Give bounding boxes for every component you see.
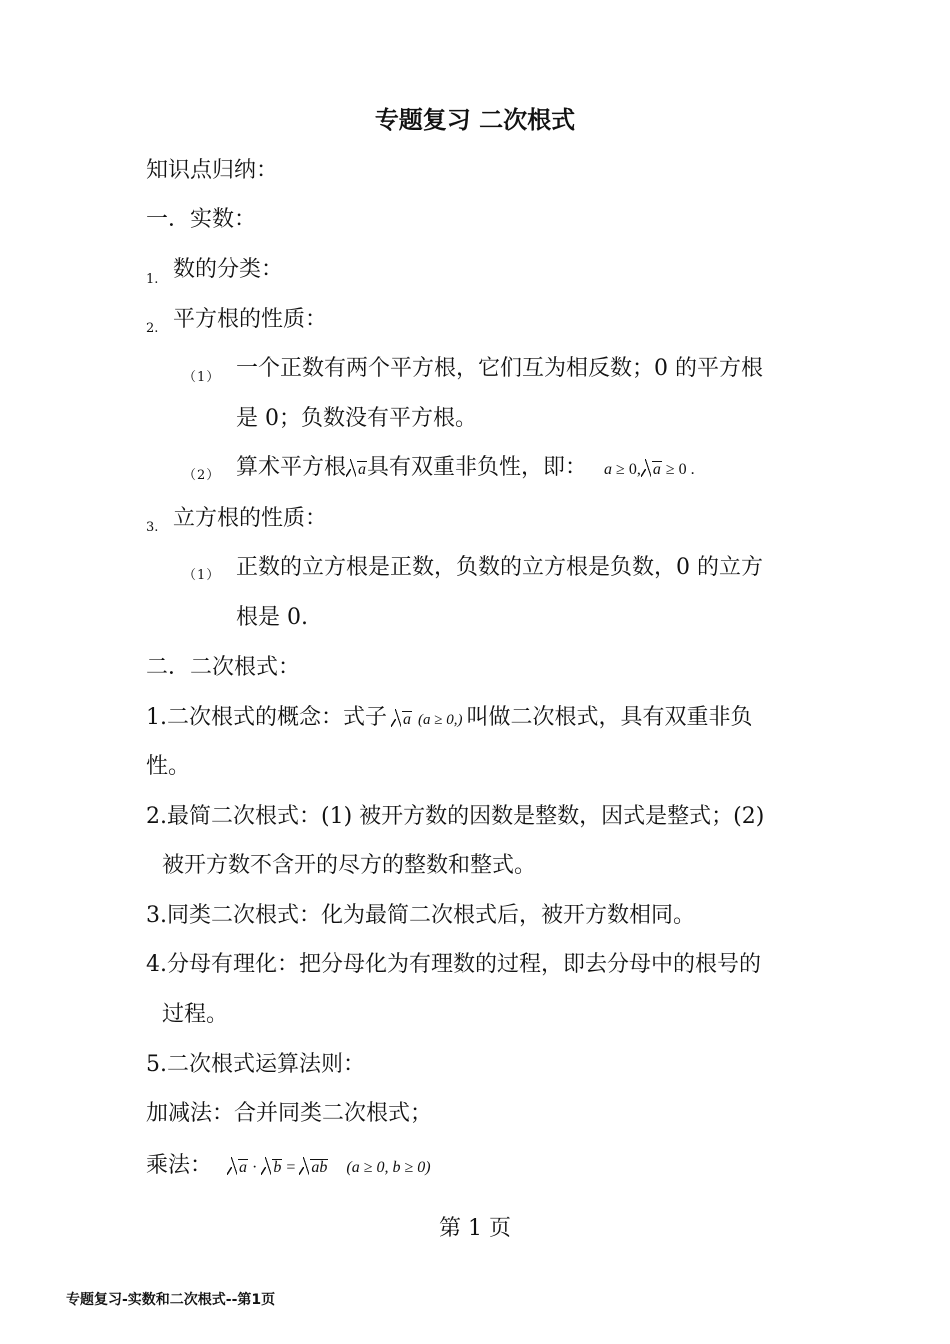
page-title: 专题复习 二次根式 [374, 106, 576, 134]
summary-heading: 知识点归纳： [146, 158, 279, 183]
sub-item-number: （1） [183, 370, 221, 385]
nonneg-formula [604, 461, 695, 478]
radicand: a [403, 711, 411, 728]
paragraph-line: 是 0；负数没有平方根。 [236, 406, 477, 431]
paragraph-line: 4.分母有理化：把分母化为有理数的过程，即去分母中的根号的 [146, 952, 761, 977]
section-1-heading: 一．实数： [146, 207, 257, 232]
text-fragment: 1.二次根式的概念：式子 [146, 705, 387, 730]
math-op: ≥ 0 . [661, 461, 695, 478]
radicand: a [239, 1159, 248, 1176]
item-text: 立方根的性质： [173, 506, 328, 531]
paragraph-line [236, 453, 695, 485]
condition: (a ≥ 0, b ≥ 0) [346, 1159, 431, 1176]
paragraph-line: 5.二次根式运算法则： [146, 1052, 365, 1077]
section-2-heading: 二．二次根式： [146, 655, 301, 680]
text-fragment: 叫做二次根式，具有双重非负 [466, 705, 753, 730]
text-fragment: 算术平方根 [236, 455, 347, 480]
radicand: ab [311, 1159, 328, 1176]
paragraph-line: 正数的立方根是正数，负数的立方根是负数，0 的立方 [236, 555, 763, 580]
radical-sign [346, 461, 367, 478]
sub-item-number: （2） [183, 468, 221, 483]
math-op: · [248, 1159, 262, 1176]
paragraph-line: 被开方数不含开的尽方的整数和整式。 [162, 853, 537, 878]
paragraph-line: 性。 [146, 754, 191, 779]
radical-sign [299, 1159, 328, 1176]
radicand: a [652, 461, 661, 478]
paragraph-line: 过程。 [162, 1002, 229, 1027]
text-fragment: 具有双重非负性，即： [367, 455, 588, 480]
paragraph-line [146, 1151, 431, 1183]
text-fragment: 乘法： [146, 1153, 213, 1178]
paragraph-line [146, 703, 753, 735]
item-text: 平方根的性质： [173, 307, 328, 332]
item-text: 数的分类： [173, 257, 284, 282]
math-op: = [282, 1159, 300, 1176]
item-number: 3. [146, 520, 159, 535]
sub-item-number: （1） [183, 568, 221, 583]
paragraph-line: 3.同类二次根式：化为最简二次根式后，被开方数相同。 [146, 903, 695, 928]
math-var: a [604, 461, 613, 478]
footer-label: 专题复习-实数和二次根式--第1页 [66, 1292, 276, 1308]
condition: (a ≥ 0,) [418, 712, 463, 728]
radicand: a [358, 461, 367, 478]
multiplication-formula [227, 1159, 431, 1176]
item-number: 1. [146, 272, 159, 287]
page-number: 第 1 页 [439, 1216, 511, 1241]
paragraph-line: 一个正数有两个平方根，它们互为相反数；0 的平方根 [236, 356, 763, 381]
radical-sign [227, 1159, 248, 1176]
paragraph-line: 根是 0. [236, 605, 308, 630]
paragraph-line: 2.最简二次根式：(1) 被开方数的因数是整数，因式是整式；(2) [146, 804, 765, 829]
radical-sign [261, 1159, 282, 1176]
radical-sign [391, 711, 412, 728]
math-op: ≥ 0, [612, 461, 641, 478]
radicand: b [273, 1159, 282, 1176]
paragraph-line: 加减法：合并同类二次根式； [146, 1101, 433, 1126]
item-number: 2. [146, 321, 159, 336]
radical-sign [641, 461, 662, 478]
